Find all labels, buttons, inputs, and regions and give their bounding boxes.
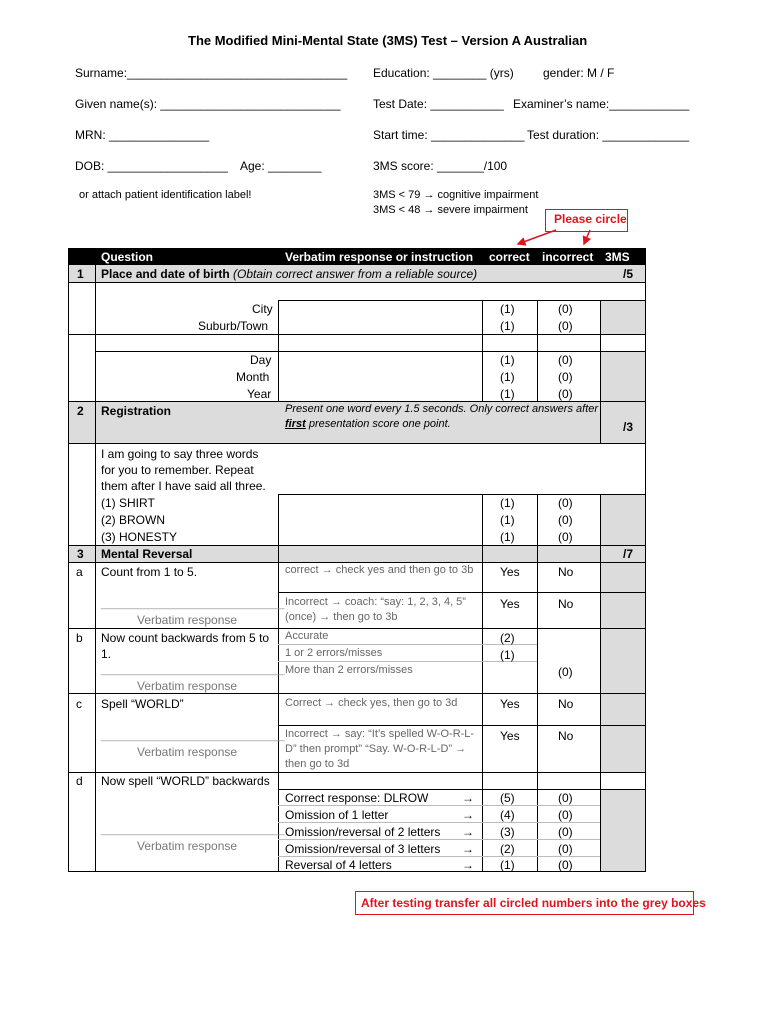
question-text: Now spell “WORLD” backwards: [101, 774, 270, 788]
option-incorrect[interactable]: (0): [558, 825, 573, 839]
option-yes[interactable]: Yes: [500, 565, 520, 579]
question-text: I am going to say three words: [101, 447, 259, 461]
section-max-score: /3: [623, 420, 634, 434]
option-correct[interactable]: (2): [500, 842, 515, 856]
grid-line: [645, 248, 646, 872]
grid-line: [68, 401, 646, 402]
option-correct[interactable]: (2): [500, 631, 515, 645]
grid-line: [278, 839, 600, 840]
option-yes[interactable]: Yes: [500, 729, 520, 743]
mrn-field[interactable]: MRN: _______________: [75, 128, 210, 142]
question-text: Now count backwards from 5 to: [101, 631, 270, 645]
sub-item-letter: b: [76, 631, 83, 645]
verbatim-line[interactable]: ______________________________: [101, 730, 285, 742]
attach-label-note: or attach patient identification label!: [79, 189, 252, 201]
instruction-text: correct → check yes and then go to 3b: [285, 564, 474, 576]
word-item: (3) HONESTY: [101, 530, 178, 544]
option-correct[interactable]: (1): [500, 370, 515, 384]
section-title: Mental Reversal: [101, 547, 193, 561]
verbatim-label: Verbatim response: [137, 839, 238, 853]
arrow-right-icon: →: [462, 825, 474, 839]
instruction-text: Incorrect → say: “It’s spelled W-O-R-L-: [285, 728, 475, 740]
section-instruction: presentation score one point.: [305, 418, 451, 430]
option-incorrect[interactable]: (0): [558, 665, 573, 679]
col-score: 3MS: [605, 250, 630, 264]
option-correct[interactable]: (1): [500, 496, 515, 510]
response-option: Omission/reversal of 2 letters: [285, 825, 441, 839]
option-correct[interactable]: (1): [500, 353, 515, 367]
col-verbatim: Verbatim response or instruction: [285, 250, 474, 264]
score-box[interactable]: [600, 628, 646, 693]
instruction-text: D” then prompt” “Say. W-O-R-L-D” →: [285, 743, 467, 755]
sub-item-letter: a: [76, 565, 83, 579]
option-incorrect[interactable]: (0): [558, 319, 573, 333]
threshold-cognitive: 3MS < 79 → cognitive impairment: [373, 189, 539, 201]
item-label: Year: [247, 387, 272, 401]
question-text: for you to remember. Repeat: [101, 463, 254, 477]
instruction-text: (once) → then go to 3b: [285, 611, 398, 623]
option-no[interactable]: No: [558, 597, 574, 611]
section-max-score: /5: [623, 267, 634, 281]
grid-line: [278, 725, 646, 726]
arrow-right-icon: →: [462, 842, 474, 856]
option-yes[interactable]: Yes: [500, 597, 520, 611]
score-box[interactable]: [600, 562, 646, 592]
score-box[interactable]: [600, 494, 646, 545]
response-option: Correct response: DLROW: [285, 791, 429, 805]
response-option: Omission/reversal of 3 letters: [285, 842, 441, 856]
grid-line: [600, 494, 601, 872]
option-incorrect[interactable]: (0): [558, 370, 573, 384]
option-incorrect[interactable]: (0): [558, 387, 573, 401]
grid-line: [95, 248, 96, 872]
arrow-right-icon: →: [462, 808, 474, 822]
verbatim-label: Verbatim response: [137, 679, 238, 693]
grid-line: [278, 494, 279, 872]
test-duration-field[interactable]: Test duration: _____________: [527, 128, 690, 142]
instruction-text: More than 2 errors/misses: [285, 664, 413, 676]
grid-line: [278, 300, 646, 301]
sub-item-letter: d: [76, 774, 83, 788]
option-yes[interactable]: Yes: [500, 697, 520, 711]
option-correct[interactable]: (1): [500, 387, 515, 401]
score-box[interactable]: [600, 693, 646, 725]
verbatim-label: Verbatim response: [137, 745, 238, 759]
grid-line: [278, 805, 600, 806]
grid-line: [68, 282, 646, 283]
score-field[interactable]: 3MS score: _______/100: [373, 159, 508, 173]
option-no[interactable]: No: [558, 565, 574, 579]
grid-line: [482, 494, 483, 872]
option-incorrect[interactable]: (0): [558, 496, 573, 510]
option-no[interactable]: No: [558, 729, 574, 743]
verbatim-line[interactable]: ______________________________: [101, 664, 285, 676]
score-box[interactable]: [600, 592, 646, 628]
grid-line: [537, 494, 538, 872]
section-title: Registration: [101, 404, 172, 418]
grid-line: [278, 644, 537, 645]
section-number: 2: [77, 404, 84, 418]
option-correct[interactable]: (4): [500, 808, 515, 822]
instruction-text: then go to 3d: [285, 758, 350, 770]
option-incorrect[interactable]: (0): [558, 791, 573, 805]
grid-line: [68, 443, 646, 444]
instruction-text: Accurate: [285, 630, 329, 642]
option-correct[interactable]: (1): [500, 302, 515, 316]
score-box[interactable]: [600, 300, 646, 334]
score-box[interactable]: [600, 789, 646, 871]
score-box[interactable]: [600, 351, 646, 401]
word-item: (1) SHIRT: [101, 496, 155, 510]
option-incorrect[interactable]: (0): [558, 302, 573, 316]
section-max-score: /7: [623, 547, 634, 561]
grid-line: [68, 248, 69, 872]
section-instruction: Present one word every 1.5 seconds. Only correct answers after: [285, 403, 599, 415]
section-subtitle: (Obtain correct answer from a reliable source): [233, 267, 478, 281]
item-label: Suburb/Town: [198, 319, 269, 333]
grid-line: [278, 661, 537, 662]
response-option: Omission of 1 letter: [285, 808, 389, 822]
option-correct[interactable]: (1): [500, 648, 515, 662]
gender-field[interactable]: gender: M / F: [543, 66, 615, 80]
option-incorrect[interactable]: (0): [558, 530, 573, 544]
sub-item-letter: c: [76, 697, 82, 711]
item-label: Month: [236, 370, 270, 384]
grid-line: [278, 592, 646, 593]
arrow-right-icon: →: [462, 858, 474, 872]
grid-line: [68, 545, 646, 546]
dob-field[interactable]: DOB: __________________: [75, 159, 228, 173]
threshold-severe: 3MS < 48 → severe impairment: [373, 204, 528, 216]
item-label: Day: [250, 353, 272, 367]
instruction-text: 1 or 2 errors/misses: [285, 647, 383, 659]
option-correct[interactable]: (1): [500, 513, 515, 527]
grid-line: [68, 693, 646, 694]
verbatim-line[interactable]: ______________________________: [101, 598, 285, 610]
instruction-text: Correct → check yes, then go to 3d: [285, 697, 458, 709]
option-incorrect[interactable]: (0): [558, 842, 573, 856]
col-question: Question: [101, 250, 154, 264]
arrow-right-icon: →: [462, 791, 474, 805]
question-text: them after I have said all three.: [101, 479, 266, 493]
grid-line: [278, 822, 600, 823]
surname-field[interactable]: Surname:_________________________________: [75, 66, 348, 80]
grid-line: [68, 628, 646, 629]
grid-line: [68, 772, 646, 773]
section-title: Place and date of birth: [101, 267, 230, 281]
age-field[interactable]: Age: ________: [240, 159, 322, 173]
start-time-field[interactable]: Start time: ______________: [373, 128, 525, 142]
instruction-emphasis: first: [285, 418, 306, 430]
section-number: 3: [77, 547, 84, 561]
word-item: (2) BROWN: [101, 513, 165, 527]
col-incorrect: incorrect: [542, 250, 594, 264]
verbatim-label: Verbatim response: [137, 613, 238, 627]
question-text: 1.: [101, 647, 112, 661]
option-incorrect[interactable]: (0): [558, 353, 573, 367]
instruction-text: Incorrect → coach: “say: 1, 2, 3, 4, 5”: [285, 596, 466, 608]
verbatim-line[interactable]: ______________________________: [101, 824, 285, 836]
option-no[interactable]: No: [558, 697, 574, 711]
grid-line: [68, 334, 646, 335]
response-option: Reversal of 4 letters: [285, 858, 392, 872]
option-incorrect[interactable]: (0): [558, 858, 573, 872]
grid-line: [95, 351, 646, 352]
col-correct: correct: [489, 250, 530, 264]
option-correct[interactable]: (1): [500, 319, 515, 333]
score-box[interactable]: [600, 725, 646, 772]
question-text: Spell “WORLD”: [101, 697, 184, 711]
question-text: Count from 1 to 5.: [101, 565, 198, 579]
test-date-field[interactable]: Test Date: ___________: [373, 97, 504, 111]
grid-line: [600, 401, 601, 443]
option-correct[interactable]: (5): [500, 791, 515, 805]
option-correct[interactable]: (1): [500, 858, 515, 872]
grid-line: [278, 789, 646, 790]
option-correct[interactable]: (3): [500, 825, 515, 839]
section-number: 1: [77, 267, 84, 281]
grid-line: [68, 562, 646, 563]
item-label: City: [252, 302, 273, 316]
grid-line: [278, 494, 646, 495]
page-title: The Modified Mini-Mental State (3MS) Test – Version A Australian: [188, 33, 588, 48]
given-names-field[interactable]: Given name(s): ___________________________: [75, 97, 341, 111]
please-circle-text: Please circle: [554, 212, 627, 226]
footer-note: After testing transfer all circled numbers into the grey boxes: [361, 896, 706, 910]
option-correct[interactable]: (1): [500, 530, 515, 544]
grid-line: [278, 856, 600, 857]
education-field[interactable]: Education: ________ (yrs): [373, 66, 514, 80]
examiner-field[interactable]: Examiner’s name:____________: [513, 97, 690, 111]
option-incorrect[interactable]: (0): [558, 808, 573, 822]
option-incorrect[interactable]: (0): [558, 513, 573, 527]
